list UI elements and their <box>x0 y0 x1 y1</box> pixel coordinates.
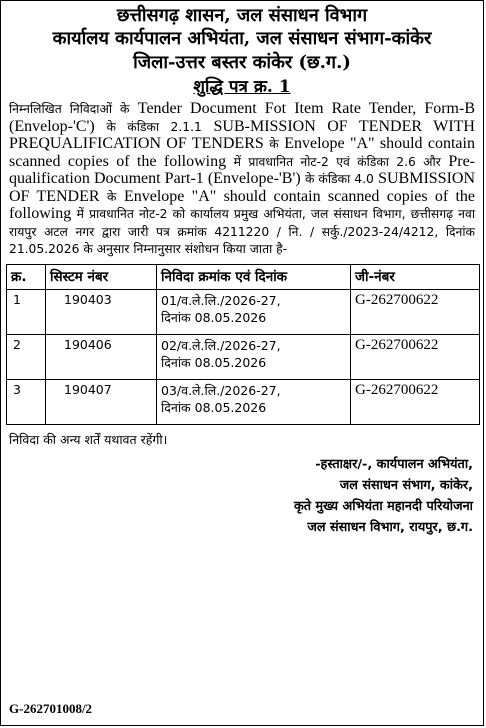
tender-table <box>6 264 480 425</box>
col-header-no: क्र. <box>7 264 46 289</box>
table-row <box>7 334 480 379</box>
col-header-tender: निविदा क्रमांक एवं दिनांक <box>157 264 351 289</box>
tender-date: दिनांक 08.05.2026 <box>161 354 267 370</box>
cell-tender <box>157 334 351 379</box>
tender-number: 03/व.ले.लि./2026-27, <box>161 382 281 398</box>
table-row <box>7 289 480 334</box>
cell-tender <box>157 289 351 334</box>
table-row <box>7 379 480 424</box>
signature-line: जल संसाधन संभाग, कांकेर, <box>339 477 473 493</box>
cell-no: 1 <box>7 289 46 334</box>
cell-tender <box>157 379 351 424</box>
body-text: के कंडिका 2.1.1 <box>106 119 202 134</box>
table-header-row <box>7 264 480 289</box>
cell-no: 3 <box>7 379 46 424</box>
signature-line: -हस्ताक्षर/-, कार्यपालन अभियंता, <box>315 456 473 472</box>
signature-line: कृते मुख्य अभियंता महानदी परियोजना <box>293 498 473 514</box>
cell-system: 190403 <box>46 289 157 334</box>
body-text: Pre-qualification Document Part-1 (Envelope-'B') <box>9 152 475 187</box>
corrigendum-body <box>9 101 475 259</box>
signature-line: जल संसाधन विभाग, रायपुर, छ.ग. <box>307 519 473 535</box>
district-line: जिला-उत्तर बस्तर कांकेर (छ.ग.) <box>133 52 351 73</box>
corrigendum-title: शुद्धि पत्र क्र. 1 <box>193 77 291 97</box>
signature-block <box>1 454 473 538</box>
conditions-note: निविदा की अन्य शर्तें यथावत रहेंगी। <box>9 431 168 447</box>
body-text: के <box>269 137 279 151</box>
cell-g: G-262700622 <box>351 379 480 424</box>
col-header-g: जी-नंबर <box>351 264 480 289</box>
office-line: कार्यालय कार्यपालन अभियंता, जल संसाधन संभाग-कांकेर <box>52 28 432 49</box>
body-text: Envelope "A" should contain scanned copies of the following <box>9 187 476 222</box>
tender-date: दिनांक 08.05.2026 <box>161 399 267 415</box>
cell-g: G-262700622 <box>351 289 480 334</box>
body-text: Envelope "A" should contain scanned copies of the following <box>9 135 475 170</box>
body-text: Tender Document Fot Item Rate Tender, Form-B (Envelop-'C') <box>9 100 475 135</box>
body-text: SUBMISSION OF TENDER <box>9 170 476 205</box>
cell-g: G-262700622 <box>351 334 480 379</box>
cell-system: 190407 <box>46 379 157 424</box>
cell-system: 190406 <box>46 334 157 379</box>
cell-no: 2 <box>7 334 46 379</box>
body-text: SUB-MISSION OF TENDER WITH PREQUALIFICATION OF TENDERS <box>9 117 475 152</box>
tender-date: दिनांक 08.05.2026 <box>161 309 267 325</box>
notice-header <box>1 1 483 99</box>
reference-number: G-262701008/2 <box>9 701 93 716</box>
tender-number: 02/व.ले.लि./2026-27, <box>161 337 281 353</box>
body-text: के <box>107 189 117 204</box>
body-text: में प्रावधानित नोट-2 एवं कंडिका 2.6 और <box>233 154 441 169</box>
department-line: छत्तीसगढ़ शासन, जल संसाधन विभाग <box>116 5 368 26</box>
body-text: निम्नलिखित निविदाओं के <box>9 102 130 116</box>
col-header-system: सिस्टम नंबर <box>46 264 157 289</box>
tender-number: 01/व.ले.लि./2026-27, <box>161 292 281 308</box>
body-text: के कंडिका 4.0 <box>304 172 374 186</box>
body-text: में प्रावधानित नोट-2 को कार्यालय प्रमुख अभियंता, जल संसाधन विभाग, छत्तीसगढ़ नवा रायपुर अटल नगर द्वारा जारी पत्र क्रमांक 4211220 / नि. / सर्कु./2023-24/4212, दिनांक 21.05.2026 के अनुसार निम्नानुसार संशोधन किया जाता है- <box>9 207 475 256</box>
